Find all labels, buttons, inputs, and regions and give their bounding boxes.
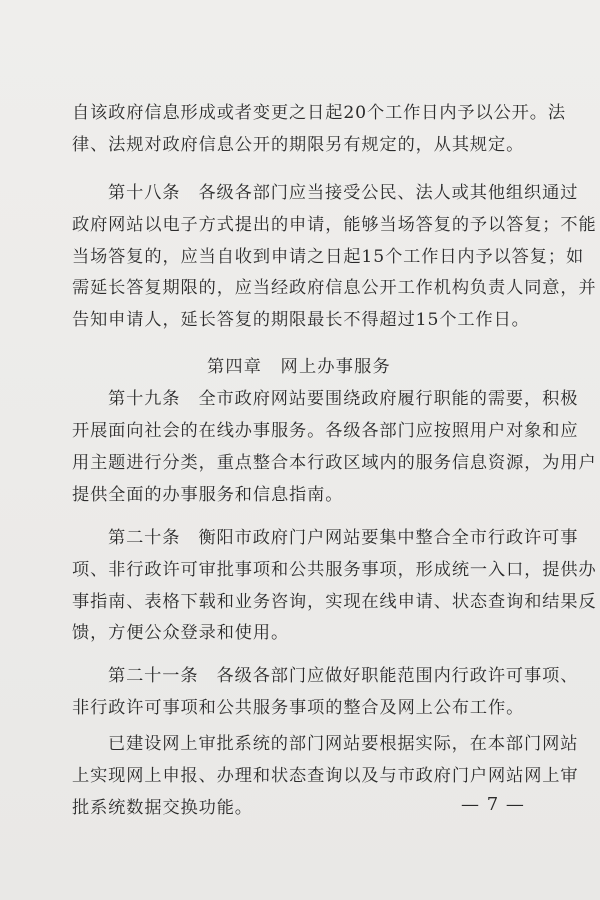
- page-number: — 7 —: [461, 794, 525, 815]
- paragraph-first-line: 已建设网上审批系统的部门网站要根据实际，在本部门网站: [108, 734, 579, 754]
- text-line: 告知申请人，延长答复的期限最长不得超过15个工作日。: [72, 310, 530, 330]
- text-line: 律、法规对政府信息公开的期限另有规定的，从其规定。: [72, 135, 525, 155]
- text-line: 馈，方便公众登录和使用。: [72, 623, 290, 643]
- article-19-first-line: 第十九条 全市政府网站要围绕政府履行职能的需要，积极: [108, 389, 579, 409]
- article-21-first-line: 第二十一条 各级各部门应做好职能范围内行政许可事项、: [108, 666, 579, 686]
- chapter-heading: 第四章 网上办事服务: [207, 357, 391, 377]
- text-line: 非行政许可事项和公共服务事项的整合及网上公布工作。: [72, 698, 525, 718]
- text-line: 提供全面的办事服务和信息指南。: [72, 485, 344, 505]
- article-20-first-line: 第二十条 衡阳市政府门户网站要集中整合全市行政许可事: [108, 528, 579, 548]
- text-line: 当场答复的，应当自收到申请之日起15个工作日内予以答复；如: [72, 247, 585, 267]
- text-line: 开展面向社会的在线办事服务。各级各部门应按照用户对象和应: [72, 421, 579, 441]
- text-line: 政府网站以电子方式提出的申请，能够当场答复的予以答复；不能: [72, 215, 597, 235]
- text-line: 自该政府信息形成或者变更之日起20个工作日内予以公开。法: [72, 103, 566, 123]
- text-line: 项、非行政许可审批事项和公共服务事项，形成统一入口，提供办: [72, 560, 597, 580]
- text-line: 上实现网上申报、办理和状态查询以及与市政府门户网站网上审: [72, 766, 579, 786]
- text-line: 需延长答复期限的，应当经政府信息公开工作机构负责人同意，并: [72, 278, 597, 298]
- article-18-first-line: 第十八条 各级各部门应当接受公民、法人或其他组织通过: [108, 183, 579, 203]
- text-line: 批系统数据交换功能。: [72, 798, 253, 818]
- text-line: 事指南、表格下载和业务咨询，实现在线申请、状态查询和结果反: [72, 592, 597, 612]
- text-line: 用主题进行分类，重点整合本行政区域内的服务信息资源，为用户: [72, 453, 597, 473]
